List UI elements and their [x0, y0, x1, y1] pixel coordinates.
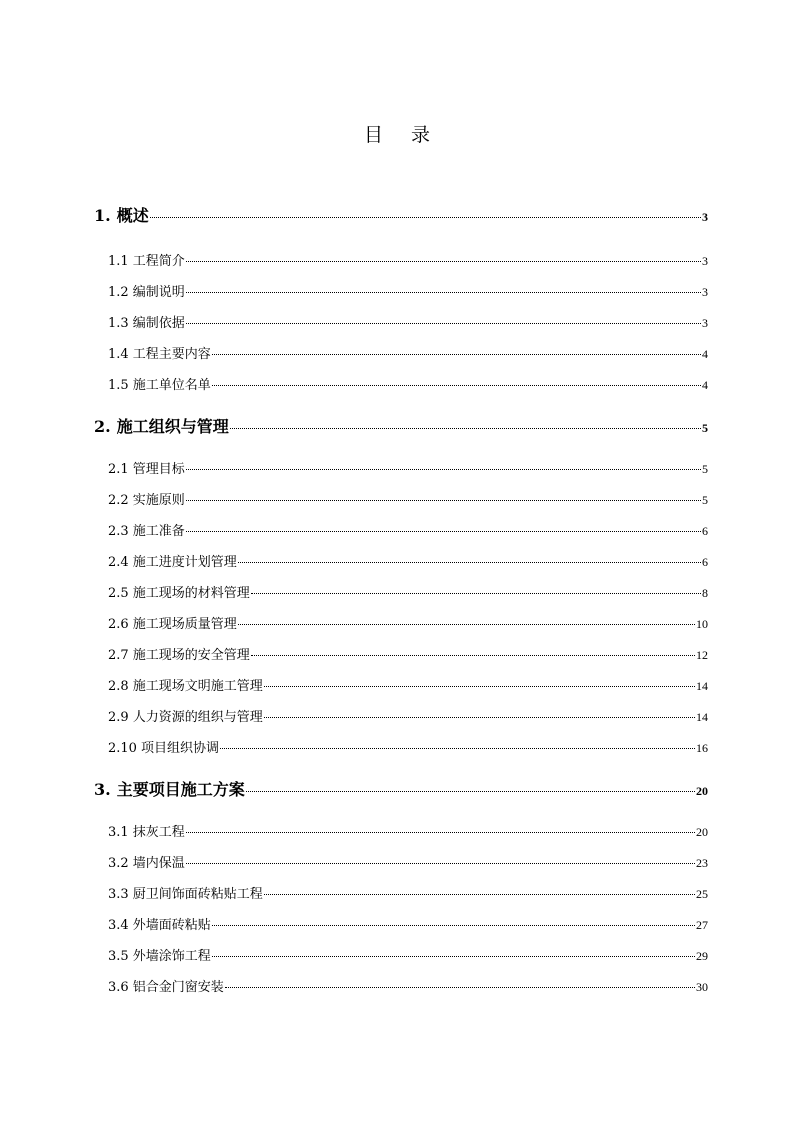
- toc-dot-leader: [225, 987, 695, 988]
- toc-entry-page-number: 25: [696, 887, 708, 901]
- toc-entry-label: 施工现场的材料管理: [132, 586, 250, 601]
- toc-chapter-entry[interactable]: [94, 778, 708, 802]
- toc-entry-label: 施工现场文明施工管理: [132, 679, 263, 694]
- toc-entry-number: 3.: [94, 780, 111, 799]
- toc-entry-label: 概述: [116, 206, 149, 225]
- toc-entry-page-number: 3: [702, 285, 708, 299]
- toc-section-entry[interactable]: [108, 736, 708, 760]
- toc-entry-page-number: 4: [702, 347, 708, 361]
- toc-entry-label: 厨卫间饰面砖粘贴工程: [132, 887, 263, 902]
- toc-section-entry[interactable]: [108, 550, 708, 574]
- toc-dot-leader: [186, 469, 701, 470]
- toc-entry-page-number: 20: [696, 825, 708, 839]
- toc-entry-label: 主要项目施工方案: [116, 780, 245, 799]
- toc-dot-leader: [264, 894, 695, 895]
- toc-entry-number: 1.: [94, 206, 111, 225]
- toc-entry-number: 2.8: [108, 679, 129, 694]
- toc-dot-leader: [230, 428, 701, 429]
- toc-entry-label: 编制说明: [132, 285, 185, 300]
- toc-section-entry[interactable]: [108, 851, 708, 875]
- toc-entry-label: 实施原则: [132, 493, 185, 508]
- toc-entry-page-number: 29: [696, 949, 708, 963]
- toc-dot-leader: [150, 217, 701, 218]
- toc-section-entry[interactable]: [108, 280, 708, 304]
- toc-entry-page-number: 3: [702, 210, 708, 224]
- toc-section-entry[interactable]: [108, 882, 708, 906]
- toc-dot-leader: [186, 500, 701, 501]
- toc-entry-page-number: 30: [696, 980, 708, 994]
- toc-entry-number: 1.2: [108, 285, 129, 300]
- toc-chapter-entry[interactable]: [94, 204, 708, 228]
- toc-entry-page-number: 16: [696, 741, 708, 755]
- toc-section-entry[interactable]: [108, 820, 708, 844]
- toc-entry-page-number: 3: [702, 316, 708, 330]
- toc-entry-number: 1.4: [108, 347, 129, 362]
- toc-section-entry[interactable]: [108, 705, 708, 729]
- toc-dot-leader: [251, 655, 695, 656]
- toc-title: 目录: [363, 124, 458, 146]
- toc-section-entry[interactable]: [108, 612, 708, 636]
- toc-dot-leader: [212, 925, 695, 926]
- toc-dot-leader: [246, 791, 695, 792]
- toc-entry-label: 管理目标: [132, 462, 185, 477]
- toc-entry-page-number: 14: [696, 710, 708, 724]
- toc-section-entry[interactable]: [108, 913, 708, 937]
- toc-dot-leader: [212, 354, 701, 355]
- toc-dot-leader: [186, 261, 701, 262]
- toc-entry-label: 工程主要内容: [132, 347, 211, 362]
- toc-dot-leader: [186, 323, 701, 324]
- toc-dot-leader: [186, 292, 701, 293]
- toc-dot-leader: [186, 832, 695, 833]
- toc-entry-label: 墙内保温: [132, 856, 185, 871]
- toc-entry-number: 2.6: [108, 617, 129, 632]
- toc-section-entry[interactable]: [108, 944, 708, 968]
- toc-entry-page-number: 20: [696, 784, 708, 798]
- toc-entry-label: 外墙面砖粘贴: [132, 918, 211, 933]
- toc-section-entry[interactable]: [108, 581, 708, 605]
- toc-entry-number: 1.5: [108, 378, 129, 393]
- toc-entry-page-number: 8: [702, 586, 708, 600]
- toc-dot-leader: [220, 748, 695, 749]
- toc-entry-label: 施工组织与管理: [116, 417, 229, 436]
- toc-section-entry[interactable]: [108, 311, 708, 335]
- toc-dot-leader: [238, 624, 695, 625]
- toc-dot-leader: [238, 562, 701, 563]
- toc-entry-number: 1.1: [108, 254, 129, 269]
- toc-entry-page-number: 14: [696, 679, 708, 693]
- toc-entry-label: 施工现场质量管理: [132, 617, 237, 632]
- toc-entry-number: 2.7: [108, 648, 129, 663]
- toc-entry-page-number: 4: [702, 378, 708, 392]
- toc-chapter-entry[interactable]: [94, 415, 708, 439]
- toc-entry-page-number: 6: [702, 555, 708, 569]
- toc-entry-page-number: 5: [702, 462, 708, 476]
- toc-dot-leader: [212, 385, 701, 386]
- toc-entry-page-number: 5: [702, 493, 708, 507]
- toc-entry-page-number: 3: [702, 254, 708, 268]
- toc-entry-number: 3.5: [108, 949, 129, 964]
- toc-entry-number: 2.3: [108, 524, 129, 539]
- toc-dot-leader: [251, 593, 701, 594]
- toc-section-entry[interactable]: [108, 975, 708, 999]
- toc-section-entry[interactable]: [108, 488, 708, 512]
- toc-entry-page-number: 10: [696, 617, 708, 631]
- toc-entry-label: 抹灰工程: [132, 825, 185, 840]
- toc-section-entry[interactable]: [108, 342, 708, 366]
- toc-entry-number: 2.9: [108, 710, 129, 725]
- toc-entry-label: 编制依据: [132, 316, 185, 331]
- toc-dot-leader: [212, 956, 695, 957]
- toc-entry-number: 3.6: [108, 980, 129, 995]
- toc-entry-number: 2.: [94, 417, 111, 436]
- toc-entry-number: 2.4: [108, 555, 129, 570]
- toc-section-entry[interactable]: [108, 643, 708, 667]
- toc-entry-number: 2.10: [108, 741, 137, 756]
- toc-entry-page-number: 27: [696, 918, 708, 932]
- toc-entry-number: 1.3: [108, 316, 129, 331]
- toc-entry-label: 施工单位名单: [132, 378, 211, 393]
- toc-section-entry[interactable]: [108, 519, 708, 543]
- toc-section-entry[interactable]: [108, 249, 708, 273]
- toc-entry-label: 人力资源的组织与管理: [132, 710, 263, 725]
- toc-entry-label: 外墙涂饰工程: [132, 949, 211, 964]
- toc-dot-leader: [264, 686, 695, 687]
- toc-entry-number: 2.5: [108, 586, 129, 601]
- toc-entry-label: 施工进度计划管理: [132, 555, 237, 570]
- toc-entry-label: 工程简介: [132, 254, 185, 269]
- toc-entry-number: 3.2: [108, 856, 129, 871]
- toc-entry-number: 2.1: [108, 462, 129, 477]
- toc-entry-label: 施工现场的安全管理: [132, 648, 250, 663]
- toc-dot-leader: [264, 717, 695, 718]
- toc-entry-number: 3.3: [108, 887, 129, 902]
- toc-entry-label: 项目组织协调: [140, 741, 219, 756]
- toc-entry-page-number: 12: [696, 648, 708, 662]
- toc-entry-number: 3.4: [108, 918, 129, 933]
- toc-section-entry[interactable]: [108, 457, 708, 481]
- toc-entry-label: 铝合金门窗安装: [132, 980, 224, 995]
- toc-entry-number: 2.2: [108, 493, 129, 508]
- toc-entry-page-number: 23: [696, 856, 708, 870]
- toc-entry-number: 3.1: [108, 825, 129, 840]
- toc-dot-leader: [186, 863, 695, 864]
- toc-dot-leader: [186, 531, 701, 532]
- toc-section-entry[interactable]: [108, 373, 708, 397]
- toc-entry-page-number: 5: [702, 421, 708, 435]
- toc-entry-label: 施工准备: [132, 524, 185, 539]
- toc-section-entry[interactable]: [108, 674, 708, 698]
- toc-entry-page-number: 6: [702, 524, 708, 538]
